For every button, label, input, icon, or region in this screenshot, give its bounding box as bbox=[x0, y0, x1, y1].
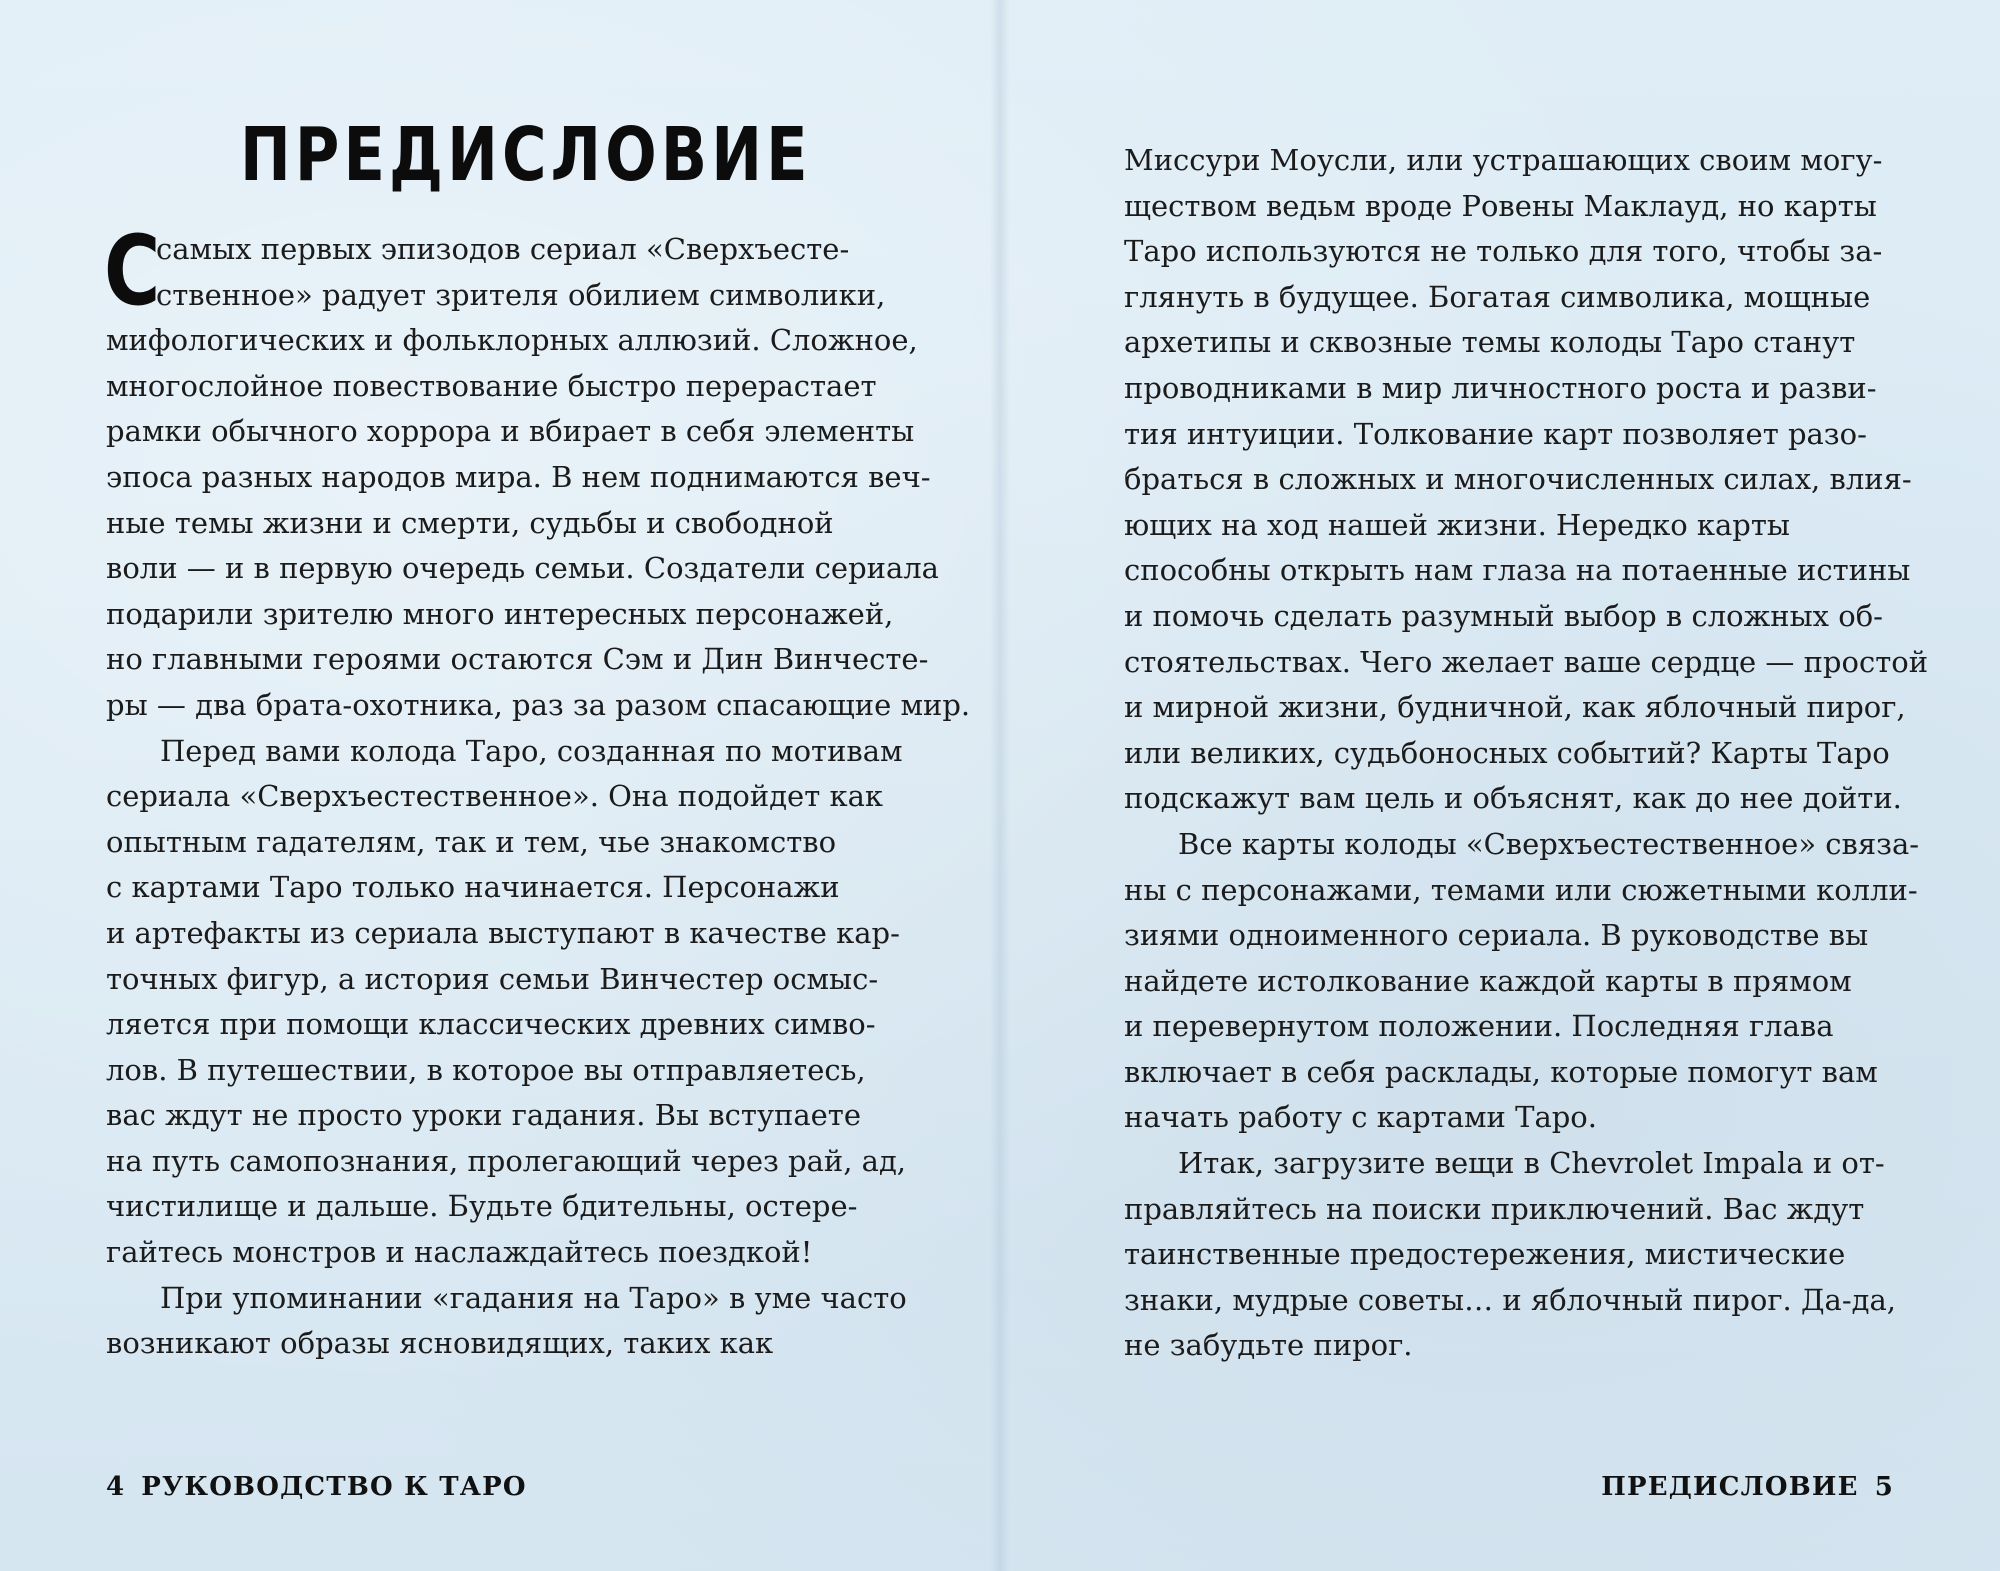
text-line: Итак, загрузите вещи в Chevrolet Impala и от- bbox=[1178, 1146, 1885, 1181]
text-line: таинственные предостережения, мистические bbox=[1124, 1237, 1846, 1272]
text-line: зиями одноименного сериала. В руководстве вы bbox=[1124, 918, 1869, 953]
text-line: или великих, судьбоносных событий? Карты Таро bbox=[1124, 735, 1890, 770]
text-line: точных фигур, а история семьи Винчестер осмыс- bbox=[106, 961, 879, 996]
text-line: рамки обычного хоррора и вбирает в себя элементы bbox=[106, 414, 915, 449]
text-line: проводниками в мир личностного роста и разви- bbox=[1124, 370, 1877, 405]
text-line: ны с персонажами, темами или сюжетными колли- bbox=[1124, 872, 1918, 907]
text-line: гайтесь монстров и наслаждайтесь поездкой! bbox=[106, 1235, 813, 1270]
text-line: самых первых эпизодов сериал «Сверхъесте- bbox=[156, 232, 850, 266]
text-line: чистилище и дальше. Будьте бдительны, остере- bbox=[106, 1189, 858, 1224]
left-page-text bbox=[104, 215, 971, 1367]
text-line: стоятельствах. Чего желает ваше сердце — простой bbox=[1124, 644, 1929, 679]
text-line: подарили зрителю много интересных персонажей, bbox=[106, 596, 894, 631]
book-gutter bbox=[990, 0, 1010, 1571]
text-line: подскажут вам цель и объяснят, как до нее дойти. bbox=[1124, 781, 1902, 816]
text-line: опытным гадателям, так и тем, чье знакомство bbox=[106, 824, 837, 859]
text-line: и артефакты из сериала выступают в качестве кар- bbox=[106, 915, 900, 950]
text-line: многослойное повествование быстро перерастает bbox=[106, 368, 877, 403]
left-page-number: 4 bbox=[106, 1472, 126, 1502]
text-line: При упоминании «гадания на Таро» в уме часто bbox=[160, 1280, 907, 1315]
text-line: на путь самопознания, пролегающий через рай, ад, bbox=[106, 1143, 907, 1178]
right-running-head: ПРЕДИСЛОВИЕ bbox=[1601, 1472, 1859, 1502]
text-line: лов. В путешествии, в которое вы отправляетесь, bbox=[106, 1052, 866, 1087]
text-line: ственное» радует зрителя обилием символики, bbox=[156, 277, 886, 312]
text-line: Таро используются не только для того, чтобы за- bbox=[1124, 234, 1883, 269]
text-line: начать работу с картами Таро. bbox=[1124, 1100, 1597, 1135]
text-line: знаки, мудрые советы… и яблочный пирог. Да-да, bbox=[1124, 1282, 1897, 1317]
text-line: ры — два брата-охотника, раз за разом спасающие мир. bbox=[106, 687, 971, 722]
drop-cap: С bbox=[104, 215, 161, 327]
text-line: и перевернутом положении. Последняя глава bbox=[1124, 1009, 1834, 1044]
text-line: и мирной жизни, будничной, как яблочный пирог, bbox=[1124, 690, 1906, 725]
right-page-number: 5 bbox=[1874, 1472, 1894, 1502]
left-page-footer bbox=[106, 1472, 527, 1502]
text-line: ляется при помощи классических древних симво- bbox=[106, 1007, 876, 1042]
right-page-text bbox=[1124, 138, 1929, 1369]
text-line: Все карты колоды «Сверхъестественное» связа- bbox=[1178, 826, 1920, 861]
text-line: с картами Таро только начинается. Персонажи bbox=[106, 870, 840, 905]
text-line: и помочь сделать разумный выбор в сложных об- bbox=[1124, 598, 1883, 633]
left-running-head: РУКОВОДСТВО К ТАРО bbox=[141, 1472, 527, 1502]
text-line: способны открыть нам глаза на потаенные истины bbox=[1124, 553, 1911, 588]
text-line: воли — и в первую очередь семьи. Создатели сериала bbox=[106, 551, 939, 586]
text-line: браться в сложных и многочисленных силах, влия- bbox=[1124, 462, 1912, 497]
text-line: глянуть в будущее. Богатая символика, мощные bbox=[1124, 279, 1871, 314]
text-line: правляйтесь на поиски приключений. Вас ждут bbox=[1124, 1191, 1865, 1226]
text-line: ные темы жизни и смерти, судьбы и свободной bbox=[106, 505, 834, 540]
text-line: эпоса разных народов мира. В нем поднимаются веч- bbox=[106, 459, 931, 494]
text-line: архетипы и сквозные темы колоды Таро станут bbox=[1124, 325, 1856, 360]
text-line: ществом ведьм вроде Ровены Маклауд, но карты bbox=[1124, 188, 1877, 223]
text-line: мифологических и фольклорных аллюзий. Сложное, bbox=[106, 323, 918, 358]
text-line: включает в себя расклады, которые помогут вам bbox=[1124, 1054, 1878, 1089]
text-line: возникают образы ясновидящих, таких как bbox=[106, 1326, 774, 1361]
text-line: Миссури Моусли, или устрашающих своим могу- bbox=[1124, 143, 1883, 177]
text-line: не забудьте пирог. bbox=[1124, 1328, 1413, 1363]
text-line: сериала «Сверхъестественное». Она подойдет как bbox=[106, 779, 884, 814]
right-page-footer bbox=[1601, 1472, 1894, 1502]
text-line: тия интуиции. Толкование карт позволяет разо- bbox=[1124, 416, 1867, 451]
text-line: вас ждут не просто уроки гадания. Вы вступаете bbox=[106, 1098, 862, 1133]
text-line: но главными героями остаются Сэм и Дин Винчесте- bbox=[106, 642, 929, 677]
page-title: ПРЕДИСЛОВИЕ bbox=[240, 112, 812, 198]
text-line: Перед вами колода Таро, созданная по мотивам bbox=[160, 733, 903, 768]
text-line: найдете истолкование каждой карты в прямом bbox=[1124, 963, 1852, 998]
text-line: ющих на ход нашей жизни. Нередко карты bbox=[1124, 507, 1790, 542]
